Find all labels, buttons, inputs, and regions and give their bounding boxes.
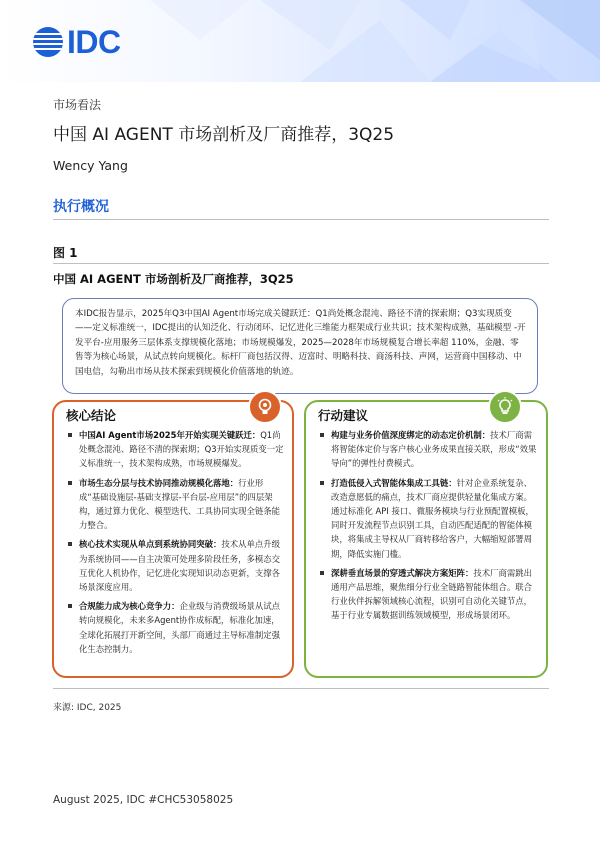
lightbulb-icon: [488, 390, 522, 424]
document-title: 中国 AI AGENT 市场剖析及厂商推荐，3Q25: [53, 125, 395, 145]
figure-caption: 中国 AI AGENT 市场剖析及厂商推荐，3Q25: [53, 272, 294, 286]
source-note: 来源: IDC, 2025: [53, 703, 122, 713]
figure-label: 图 1: [53, 246, 78, 260]
core-conclusions-panel: [52, 400, 294, 678]
globe-icon: [33, 27, 63, 57]
eyebrow-label: 市场看法: [53, 98, 102, 112]
list-item: 构建与业务价值深度绑定的动态定价机制：技术厂商需将智能体定价与客户核心业务成果直接关联，形成“效果导向”的弹性付费模式。: [318, 428, 538, 471]
list-item: 打造低侵入式智能体集成工具链：针对企业系统复杂、改造意愿低的痛点，技术厂商应提供轻量化集成方案。通过标准化 API 接口、微服务模块与行业预配置模板，同时开发流程节点识别工具，自动匹配适配的智能体模块，将集成主导权从厂商转移给客户，大幅缩短部署周期，降低实施门槛。: [318, 476, 538, 561]
summary-text: 本IDC报告显示，2025年Q3中国AI Agent市场完成关键跃迁：Q1尚处概念混沌、路径不清的探索期；Q3实现质变——定义标准统一，IDC提出的认知泛化、行动闭环、记忆进化三维能力框架成行业共识；技术架构成熟，基础模型 -开发平台-应用服务三层体系支撑规模化落地；市场规模爆发，2025—2028年市场规模复合增长率超 110%，金融、零售等为核心场景，从试点转向规模化。标杆厂商包括汉得、迈富时、明略科技、商汤科技、声网，运营商中国移动、中国电信，勾勒出市场从技术探索到规模化价值落地的轨迹。: [75, 309, 526, 377]
header-band: [0, 0, 600, 82]
summary-box: [62, 298, 538, 394]
logo-text: IDC: [67, 24, 121, 60]
source-divider: [53, 688, 549, 689]
section-title: 执行概况: [53, 199, 109, 215]
panel-title: 行动建议: [318, 408, 369, 423]
idc-logo: [33, 24, 121, 60]
lightbulb-gear-icon: [248, 390, 282, 424]
recommendations-list: [318, 428, 538, 623]
list-item: 中国AI Agent市场2025年开始实现关键跃迁：Q1尚处概念混沌、路径不清的探索期；Q3开始实现质变一定义标准统一，技术架构成熟，市场规模爆发。: [66, 428, 284, 471]
list-item: 核心技术实现从单点到系统协同突破：技术从单点升级为系统协同——自主决策可处理多阶段任务，多模态交互优化人机协作，记忆进化实现知识动态更新，支撑各场景深度应用。: [66, 537, 284, 594]
list-item: 市场生态分层与技术协同推动规模化落地：行业形成“基础设施层-基础支撑层-平台层-应用层”的四层架构，通过算力优化、模型迭代、工具协同实现全链条能力整合。: [66, 476, 284, 533]
list-item: 深耕垂直场景的穿透式解决方案矩阵：技术厂商需跳出通用产品思维，聚焦细分行业全链路智能体组合。联合行业伙伴拆解领域核心流程，识别可自动化关键节点，基于行业专属数据训练领域模型，形成场景闭环。: [318, 566, 538, 623]
section-divider: [53, 219, 549, 220]
action-recommendations-panel: [304, 400, 548, 678]
author-name: Wency Yang: [53, 158, 128, 173]
footer-text: August 2025, IDC #CHC53058025: [53, 794, 234, 806]
list-item: 合规能力成为核心竞争力：企业级与消费级场景从试点转向规模化，未来多Agent协作成标配，标准化加速，全球化拓展打开新空间，头部厂商通过主导标准制定强化生态控制力。: [66, 599, 284, 656]
figure-divider: [53, 263, 549, 264]
conclusions-list: [66, 428, 284, 656]
panel-title: 核心结论: [66, 408, 117, 423]
